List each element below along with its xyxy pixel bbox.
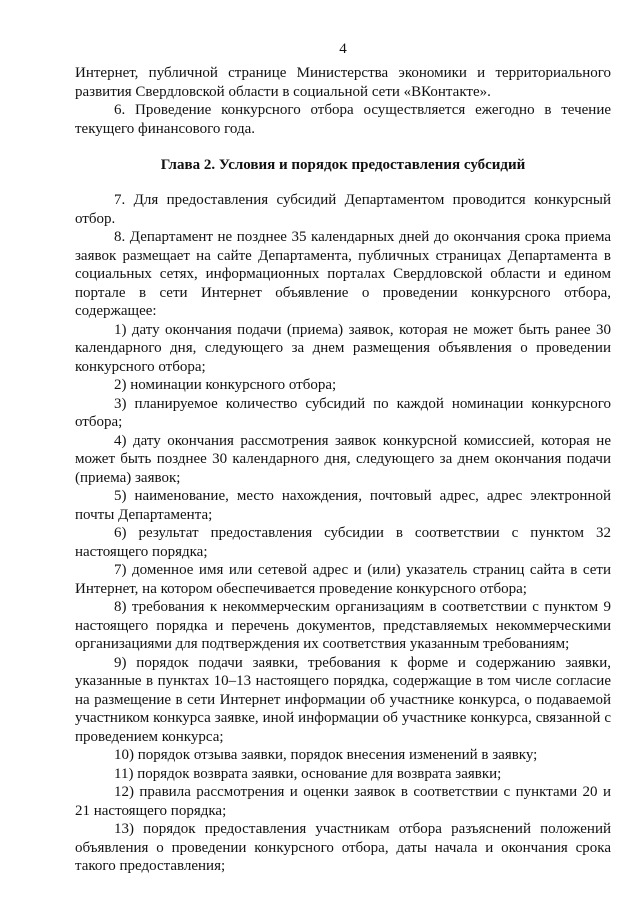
paragraph-8: 8. Департамент не позднее 35 календарных дней до окончания срока приема заявок размещает на сайте Департамента, публичных страницах Департамента в социальных сетях, информационных порталах Свердловской области и едином портале в сети Интернет объявление о проведении конкурсного отбора, содержащее:: [75, 229, 611, 319]
list-item-12: 12) правила рассмотрения и оценки заявок в соответствии с пунктами 20 и 21 настоящего порядка;: [75, 784, 611, 819]
list-item-7: 7) доменное имя или сетевой адрес и (или) указатель страниц сайта в сети Интернет, на котором обеспечивается проведение конкурсного отбора;: [75, 562, 611, 597]
list-item-6: 6) результат предоставления субсидии в соответствии с пунктом 32 настоящего порядка;: [75, 525, 611, 560]
paragraph-7: 7. Для предоставления субсидий Департаментом проводится конкурсный отбор.: [75, 192, 611, 227]
chapter-title: Глава 2. Условия и порядок предоставления субсидий: [160, 157, 526, 173]
list-item-11: 11) порядок возврата заявки, основание для возврата заявки;: [114, 765, 502, 782]
list-item-10: 10) порядок отзыва заявки, порядок внесения изменений в заявку;: [114, 747, 538, 763]
list-item-1: 1) дату окончания подачи (приема) заявок, которая не может быть ранее 30 календарного дня, следующего за днем размещения объявления о проведении конкурсного отбора;: [75, 321, 611, 375]
list-item-8: 8) требования к некоммерческим организациям в соответствии с пунктом 9 настоящего порядка и перечень документов, представляемых некоммерческими организациями для подтверждения их соответствия указанным требованиям;: [75, 599, 611, 652]
intro-paragraph-2: 6. Проведение конкурсного отбора осуществляется ежегодно в течение текущего финансового года.: [75, 102, 611, 137]
list-item-13: 13) порядок предоставления участникам отбора разъяснений положений объявления о проведении конкурсного отбора, даты начала и окончания срока такого предоставления;: [75, 821, 611, 874]
list-item-3: 3) планируемое количество субсидий по каждой номинации конкурсного отбора;: [75, 395, 611, 430]
list-item-4: 4) дату окончания рассмотрения заявок конкурсной комиссией, которая не может быть позднее 30 календарного дня, следующего за днем окончания подачи (приема) заявок;: [75, 432, 611, 486]
list-item-9: 9) порядок подачи заявки, требования к форме и содержанию заявки, указанные в пунктах 10–13 настоящего порядка, содержащие в том числе согласие на размещение в сети Интернет информации об участнике конкурса, о подаваемой участником конкурса заявке, иной информации об участнике конкурса, связанной с проведением конкурса;: [75, 654, 611, 745]
list-item-5: 5) наименование, место нахождения, почтовый адрес, адрес электронной почты Департамента;: [75, 488, 611, 523]
intro-paragraph-1: Интернет, публичной странице Министерства экономики и территориального развития Свердловской области в социальной сети «ВКонтакте».: [75, 65, 611, 100]
page-number: 4: [339, 41, 347, 57]
document-page: [75, 40, 611, 876]
list-item-2: 2) номинации конкурсного отбора;: [114, 377, 337, 393]
